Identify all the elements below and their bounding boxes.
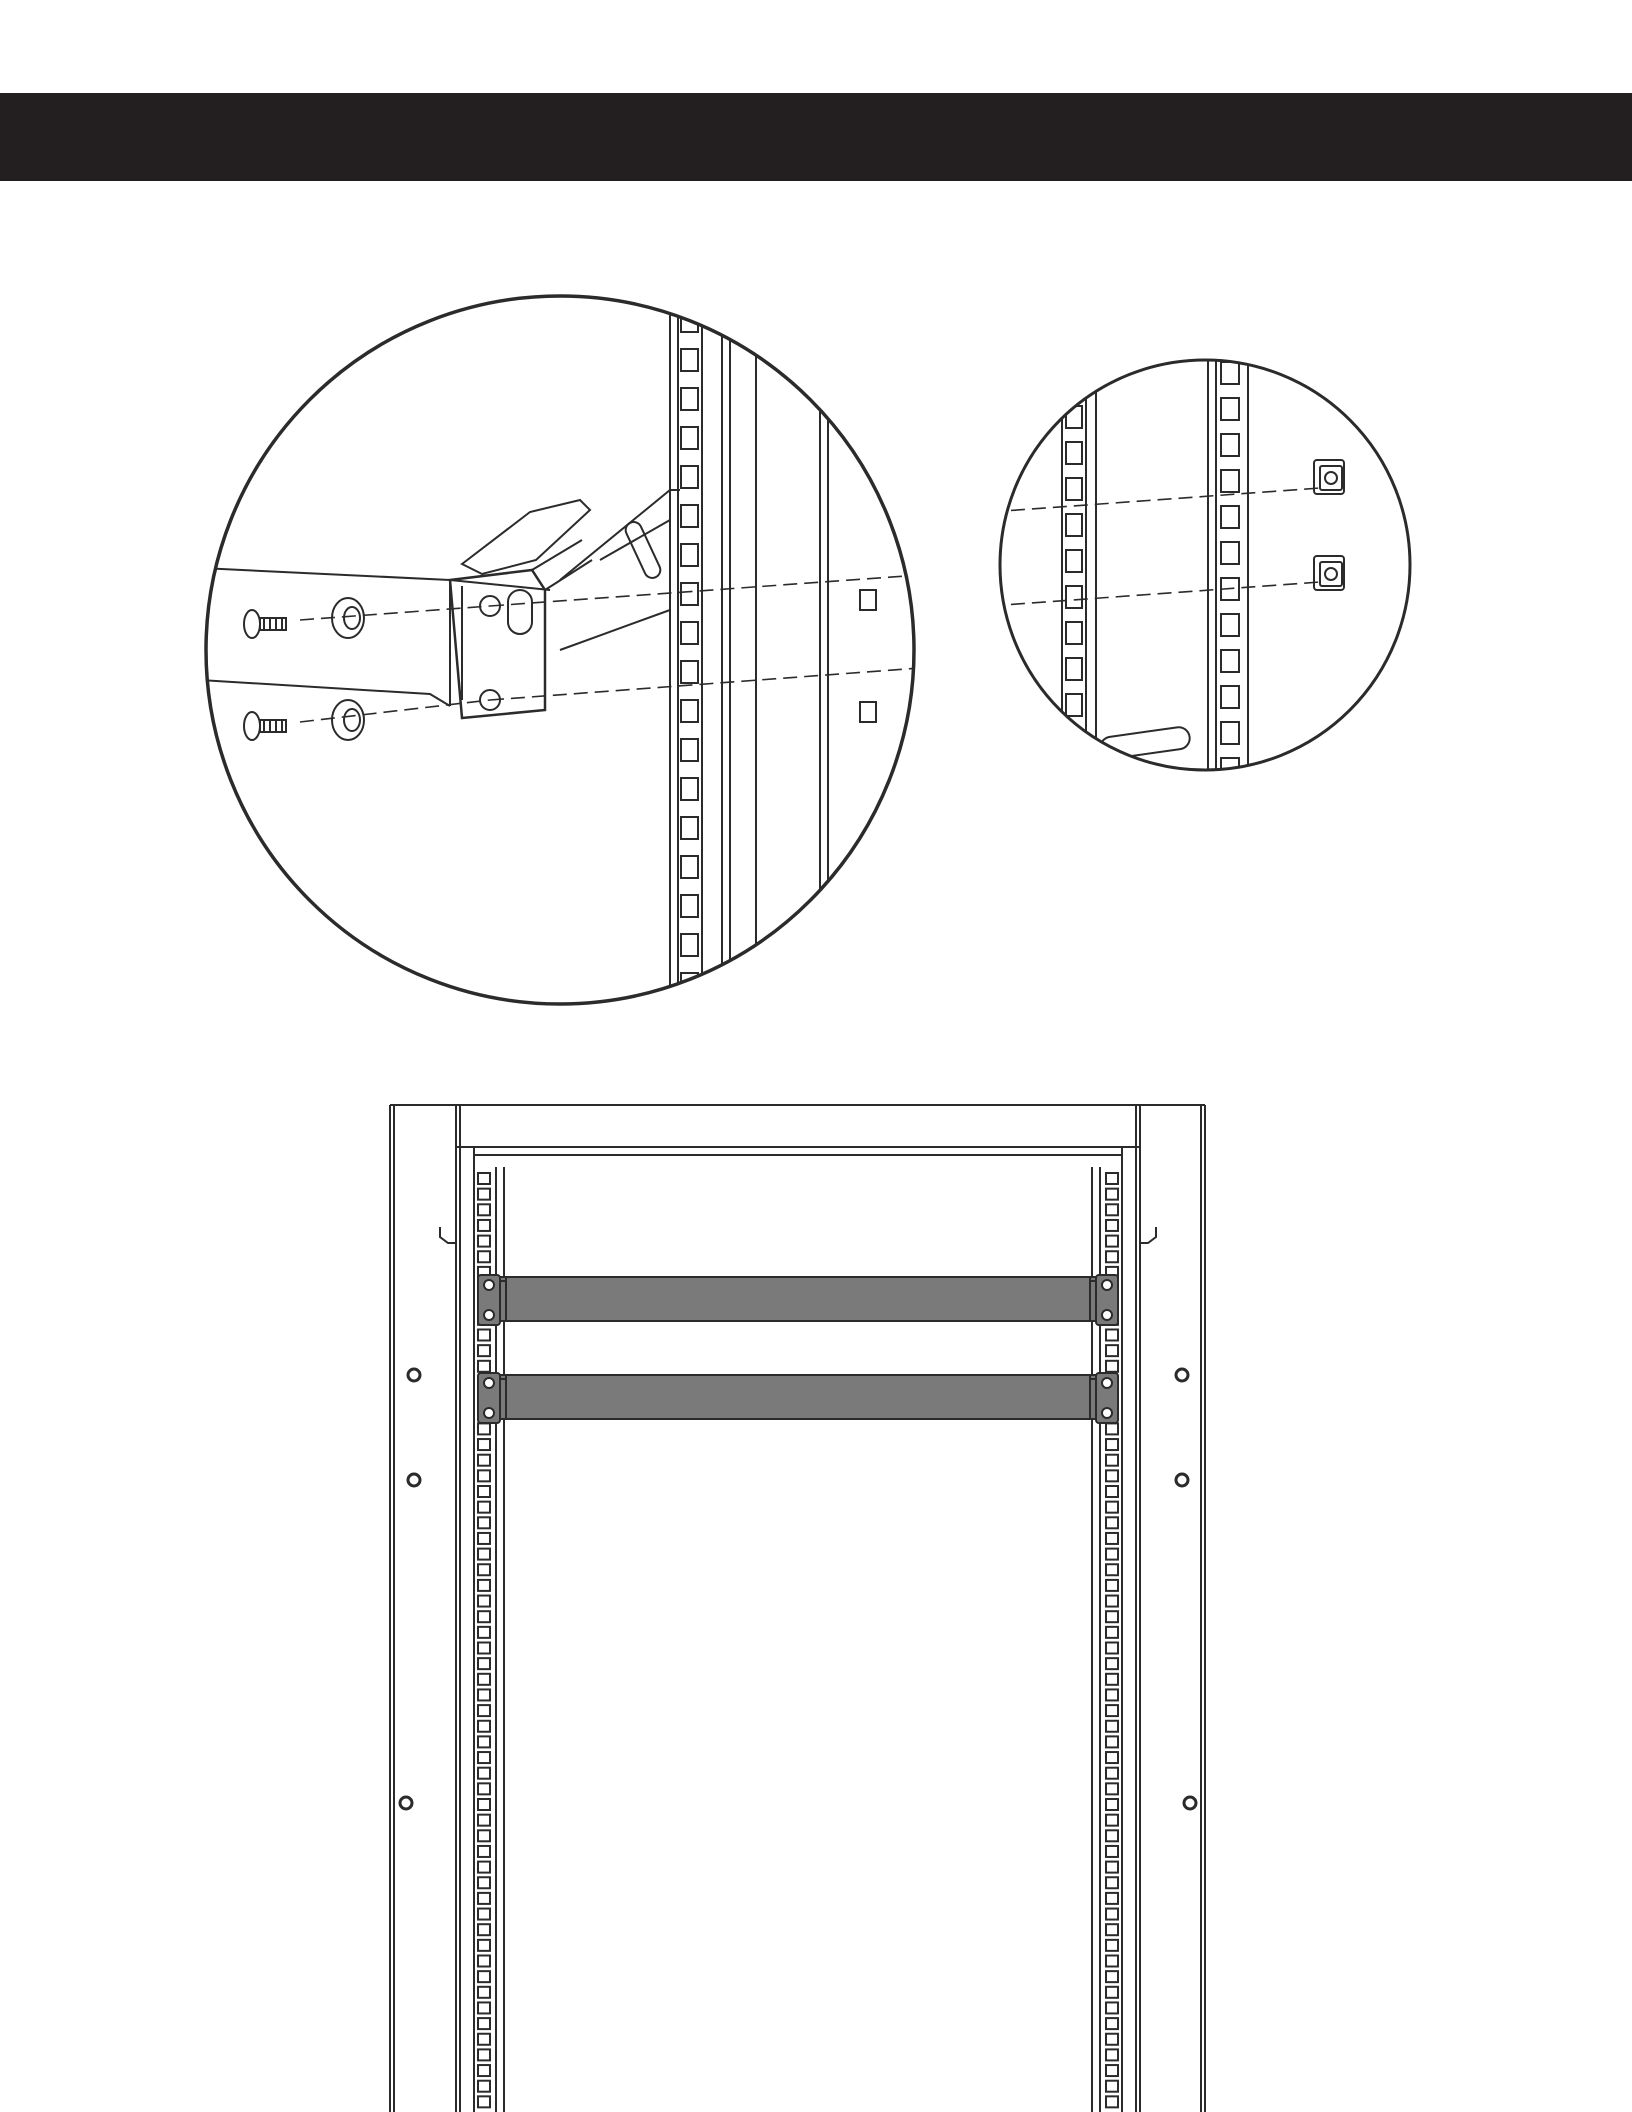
rack-hole — [478, 1596, 490, 1607]
post-hole — [1221, 506, 1239, 528]
cage-nut-detail-view — [990, 350, 1420, 780]
rack-hole — [478, 2049, 490, 2060]
post-hole — [1221, 362, 1239, 384]
rack-hole — [478, 1924, 490, 1935]
rack-hole — [478, 1674, 490, 1685]
post-hole — [681, 817, 698, 839]
rivet-icon — [1184, 1797, 1196, 1809]
rack-hole — [1106, 1705, 1118, 1716]
rack-hole — [478, 1909, 490, 1920]
rack-hole — [1106, 1674, 1118, 1685]
rack-hole — [1106, 1533, 1118, 1544]
rack-hole — [1106, 1799, 1118, 1810]
rack-hole — [1106, 1173, 1118, 1184]
post-hole — [1066, 694, 1082, 716]
phillips-screw-icon — [244, 712, 286, 740]
rack-hole — [478, 1627, 490, 1638]
rack-hole — [1106, 1658, 1118, 1669]
post-hole-column — [681, 310, 698, 995]
rack-hole — [1106, 1768, 1118, 1779]
post-hole — [681, 661, 698, 683]
washer-icon — [332, 700, 364, 740]
rack-hole — [478, 1862, 490, 1873]
rivet-icon — [1176, 1369, 1188, 1381]
rack-hole — [478, 1220, 490, 1231]
rack-hole — [478, 1721, 490, 1732]
post-hole — [681, 505, 698, 527]
rack-hole — [478, 1783, 490, 1794]
rack-hole — [478, 2034, 490, 2045]
post-hole — [681, 622, 698, 644]
rack-hole — [1106, 1846, 1118, 1857]
installed-rail — [478, 1373, 1118, 1423]
rack-hole — [478, 1736, 490, 1747]
rail-mounting-detail-view — [200, 290, 920, 1010]
rack-hole — [1106, 1736, 1118, 1747]
rack-hole — [1106, 1752, 1118, 1763]
post-hole — [1221, 398, 1239, 420]
rack-hole — [478, 1549, 490, 1560]
rail-screw-hole — [1102, 1310, 1112, 1320]
rack-hole — [1106, 1502, 1118, 1513]
rack-hole — [1106, 1643, 1118, 1654]
post-hole — [1221, 686, 1239, 708]
phillips-screw-icon — [244, 610, 286, 638]
rack-hole — [1106, 1596, 1118, 1607]
rack-hole — [1106, 1236, 1118, 1247]
post-hole — [681, 739, 698, 761]
rack-hole — [1106, 1862, 1118, 1873]
rack-hole — [478, 1439, 490, 1450]
side-panel-hole — [860, 702, 876, 722]
rack-hole — [1106, 1956, 1118, 1967]
rail-front-bracket — [450, 500, 592, 718]
rack-hole — [478, 1658, 490, 1669]
rack-hole — [478, 1580, 490, 1591]
washer-icon — [332, 598, 364, 638]
post-hole — [1066, 658, 1082, 680]
rack-hole — [1106, 1987, 1118, 1998]
rack-hole — [1106, 1470, 1118, 1481]
post-hole — [1066, 550, 1082, 572]
post-hole — [1066, 406, 1082, 428]
rack-hole — [1106, 1783, 1118, 1794]
rack-hole — [1106, 1330, 1118, 1341]
post-hole — [1066, 586, 1082, 608]
rail-screw-hole — [1102, 1280, 1112, 1290]
rack-hole — [1106, 1564, 1118, 1575]
rack-hole — [1106, 1830, 1118, 1841]
rack-hole — [478, 1455, 490, 1466]
post-hole — [1066, 730, 1082, 752]
post-hole — [681, 583, 698, 605]
rack-hole — [478, 2018, 490, 2029]
rack-hole — [478, 1877, 490, 1888]
alignment-lines — [990, 488, 1320, 606]
rack-hole — [1106, 1971, 1118, 1982]
post-hole — [1066, 370, 1082, 392]
post-hole — [1066, 766, 1082, 780]
rack-hole — [478, 1971, 490, 1982]
post-hole — [1221, 542, 1239, 564]
rack-post — [670, 290, 828, 1010]
installed-rail — [478, 1275, 1118, 1325]
rack-hole — [478, 1330, 490, 1341]
rivet-icon — [400, 1797, 412, 1809]
rack-hole — [478, 1470, 490, 1481]
rack-hole — [1106, 1549, 1118, 1560]
rack-hole — [478, 1517, 490, 1528]
rear-slot — [1099, 726, 1191, 760]
rack-hole — [478, 1564, 490, 1575]
post-hole — [681, 427, 698, 449]
side-panel-hole — [860, 590, 876, 610]
rack-hole — [478, 1752, 490, 1763]
rack-hole — [478, 2096, 490, 2107]
cage-nut-icon — [1314, 556, 1344, 590]
rivet-icon — [1176, 1474, 1188, 1486]
rivet-icon — [408, 1369, 420, 1381]
rack-hole — [478, 1345, 490, 1356]
post-hole — [681, 700, 698, 722]
rack-hole — [478, 2002, 490, 2013]
rack-hole — [478, 1236, 490, 1247]
post-hole — [681, 856, 698, 878]
post-hole — [1221, 434, 1239, 456]
rack-hole — [1106, 1189, 1118, 1200]
rack-hole — [478, 1799, 490, 1810]
post-hole — [1066, 514, 1082, 536]
rack-hole — [1106, 1439, 1118, 1450]
rack-hole — [478, 1940, 490, 1951]
post-hole — [1221, 614, 1239, 636]
post-hole — [681, 934, 698, 956]
rack-hole — [1106, 1721, 1118, 1732]
rack-hole — [478, 1423, 490, 1434]
rack-hole — [478, 1173, 490, 1184]
rack-hole — [1106, 1204, 1118, 1215]
rail-screw-hole — [1102, 1408, 1112, 1418]
rack-frame — [390, 1105, 1205, 2112]
rack-hole — [1106, 1455, 1118, 1466]
rack-hole — [1106, 1486, 1118, 1497]
rack-hole — [1106, 1689, 1118, 1700]
rack-hole — [1106, 2081, 1118, 2092]
rack-hole — [478, 1643, 490, 1654]
rail-screw-hole — [1102, 1378, 1112, 1388]
rack-hole — [478, 2081, 490, 2092]
rack-hole — [1106, 1220, 1118, 1231]
post-hole — [681, 388, 698, 410]
post-hole — [1221, 722, 1239, 744]
rack-hole — [478, 1361, 490, 1372]
rack-hole — [478, 1611, 490, 1622]
rack-hole — [1106, 1815, 1118, 1826]
rack-hole — [478, 2065, 490, 2076]
rack-hole — [478, 1502, 490, 1513]
rack-hole — [478, 1189, 490, 1200]
rack-hole — [1106, 1361, 1118, 1372]
rack-hole — [478, 1533, 490, 1544]
post-hole — [681, 349, 698, 371]
rack-hole — [1106, 1345, 1118, 1356]
rack-hole — [1106, 1251, 1118, 1262]
rail-screw-hole — [484, 1378, 494, 1388]
header-bar — [0, 93, 1632, 181]
post-hole — [1066, 442, 1082, 464]
rack-hole — [1106, 1611, 1118, 1622]
rack-hole — [478, 1486, 490, 1497]
post-hole — [681, 778, 698, 800]
post-hole — [681, 466, 698, 488]
rack-hole — [1106, 2018, 1118, 2029]
rail-screw-hole — [484, 1310, 494, 1320]
rail-screw-hole — [484, 1280, 494, 1290]
rack-hole — [1106, 1893, 1118, 1904]
post-hole — [681, 544, 698, 566]
rack-hole — [478, 1204, 490, 1215]
post-hole — [681, 895, 698, 917]
rack-hole — [1106, 2002, 1118, 2013]
rack-hole — [478, 1956, 490, 1967]
rack-hole — [478, 1846, 490, 1857]
rack-hole — [1106, 1517, 1118, 1528]
rack-hole — [478, 1251, 490, 1262]
rack-hole — [478, 1987, 490, 1998]
rack-hole — [1106, 1909, 1118, 1920]
rail-screw-hole — [484, 1408, 494, 1418]
rivet-icon — [408, 1474, 420, 1486]
rack-hole — [1106, 1627, 1118, 1638]
rack-front-view — [380, 1095, 1220, 2112]
rack-hole — [478, 1893, 490, 1904]
rack-hole — [478, 1689, 490, 1700]
rack-hole — [1106, 1580, 1118, 1591]
rack-hole — [478, 1705, 490, 1716]
rack-hole — [1106, 1423, 1118, 1434]
post-hole — [1221, 650, 1239, 672]
rack-hole — [478, 1815, 490, 1826]
rack-hole — [1106, 1877, 1118, 1888]
cage-nut-icon — [1314, 460, 1344, 494]
rack-hole — [1106, 2049, 1118, 2060]
rack-hole — [1106, 2065, 1118, 2076]
rack-hole — [478, 1768, 490, 1779]
rack-hole — [478, 1830, 490, 1841]
post-hole — [1066, 478, 1082, 500]
rack-hole — [1106, 2034, 1118, 2045]
rack-hole — [1106, 1924, 1118, 1935]
post-hole — [1066, 622, 1082, 644]
post-hole — [1221, 470, 1239, 492]
rack-hole — [1106, 1940, 1118, 1951]
rack-hole — [1106, 2096, 1118, 2107]
